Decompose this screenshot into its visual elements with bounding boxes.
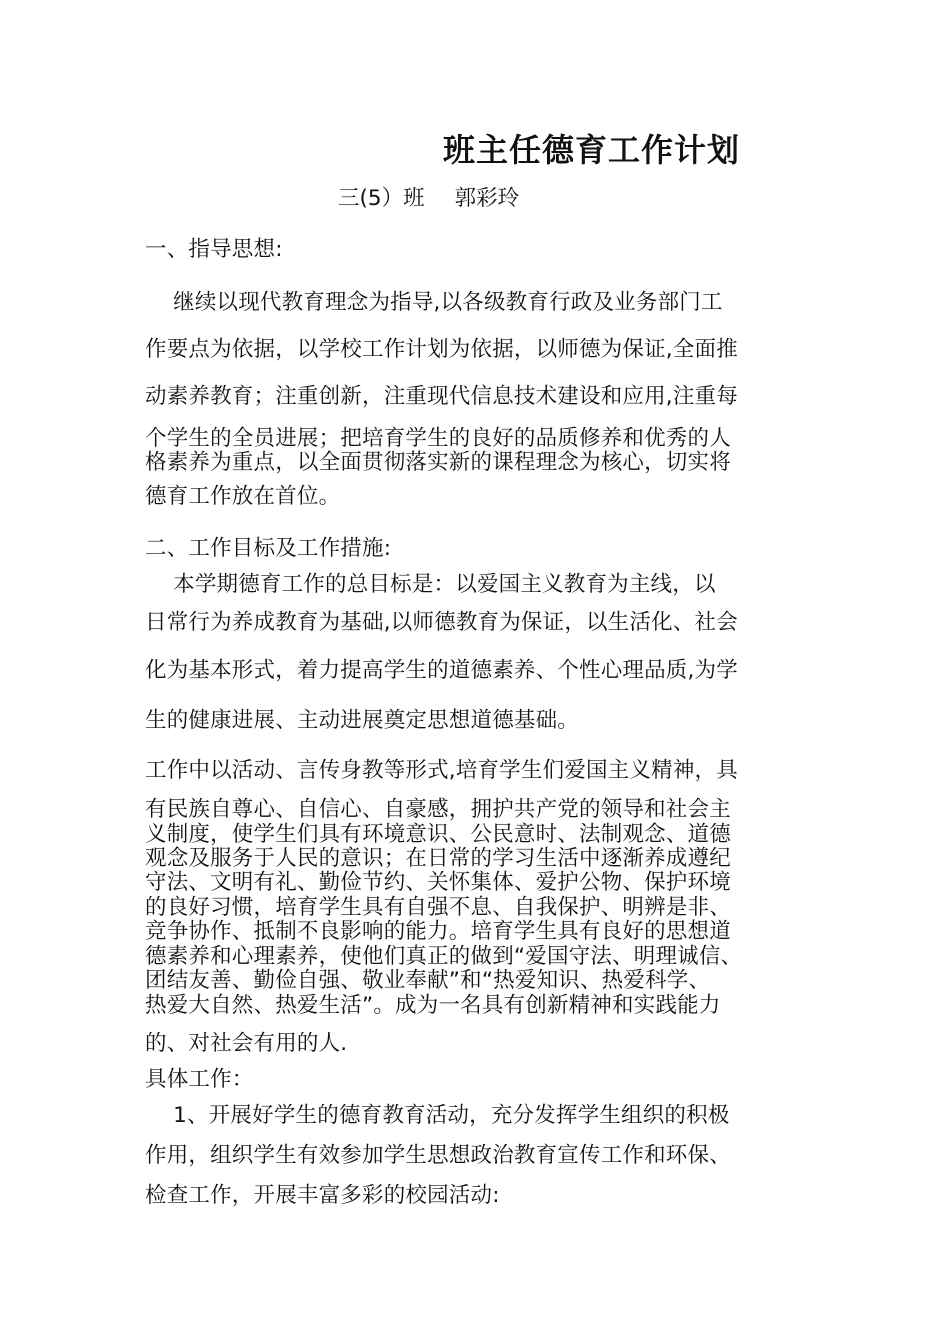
text-line: 生的健康进展、主动进展奠定思想道德基础。 bbox=[145, 708, 580, 733]
text-line: 有民族自尊心、自信心、自豪感，拥护共产党的领导和社会主 bbox=[145, 797, 731, 822]
author-name: 郭彩玲 bbox=[454, 186, 520, 211]
text-line: 德素养和心理素养，使他们真正的做到“爱国守法、明理诚信、 bbox=[145, 944, 743, 969]
text-line: 继续以现代教育理念为指导,以各级教育行政及业务部门工 bbox=[145, 290, 723, 315]
text-line: 作用，组织学生有效参加学生思想政治教育宣传工作和环保、 bbox=[145, 1143, 731, 1168]
text-line: 作要点为依据，以学校工作计划为依据，以师德为保证,全面推 bbox=[145, 337, 738, 362]
text-line: 1、开展好学生的德育教育活动，充分发挥学生组织的积极 bbox=[145, 1103, 730, 1128]
text-line: 化为基本形式，着力提高学生的道德素养、个性心理品质,为学 bbox=[145, 658, 738, 683]
document-byline bbox=[338, 186, 519, 212]
text-line: 义制度，使学生们具有环境意识、公民意时、法制观念、道德 bbox=[145, 822, 731, 847]
text-line: 动素养教育；注重创新，注重现代信息技术建设和应用,注重每 bbox=[145, 384, 738, 409]
document-title: 班主任德育工作计划 bbox=[443, 131, 741, 169]
text-line: 的、对社会有用的人. bbox=[145, 1031, 348, 1056]
text-line: 观念及服务于人民的意识；在日常的学习生活中逐渐养成遵纪 bbox=[145, 846, 731, 871]
text-line: 检查工作，开展丰富多彩的校园活动: bbox=[145, 1183, 500, 1208]
text-line: 格素养为重点，以全面贯彻落实新的课程理念为核心，切实将 bbox=[145, 450, 731, 475]
heading-specific-work: 具体工作： bbox=[145, 1067, 254, 1092]
text-line: 工作中以活动、言传身教等形式,培育学生们爱国主义精神，具 bbox=[145, 758, 738, 783]
class-name: 三(5）班 bbox=[338, 186, 425, 211]
text-line: 德育工作放在首位。 bbox=[145, 484, 341, 509]
text-line: 本学期德育工作的总目标是：以爱国主义教育为主线，以 bbox=[145, 572, 716, 597]
text-line: 热爱大自然、热爱生活”。成为一名具有创新精神和实践能力 bbox=[145, 993, 721, 1018]
text-line: 团结友善、勤俭自强、敬业奉献”和“热爱知识、热爱科学、 bbox=[145, 968, 711, 993]
text-line: 守法、文明有礼、勤俭节约、关怀集体、爱护公物、保护环境 bbox=[145, 870, 731, 895]
text-line: 日常行为养成教育为基础,以师德教育为保证，以生活化、社会 bbox=[145, 610, 738, 635]
text-line: 个学生的全员进展；把培育学生的良好的品质修养和优秀的人 bbox=[145, 426, 731, 451]
heading-guiding-thought: 一、指导思想: bbox=[145, 237, 283, 262]
text-line: 竞争协作、抵制不良影响的能力。培育学生具有良好的思想道 bbox=[145, 919, 731, 944]
heading-goals-measures: 二、工作目标及工作措施: bbox=[145, 536, 392, 561]
text-line: 的良好习惯，培育学生具有自强不息、自我保护、明辨是非、 bbox=[145, 895, 731, 920]
